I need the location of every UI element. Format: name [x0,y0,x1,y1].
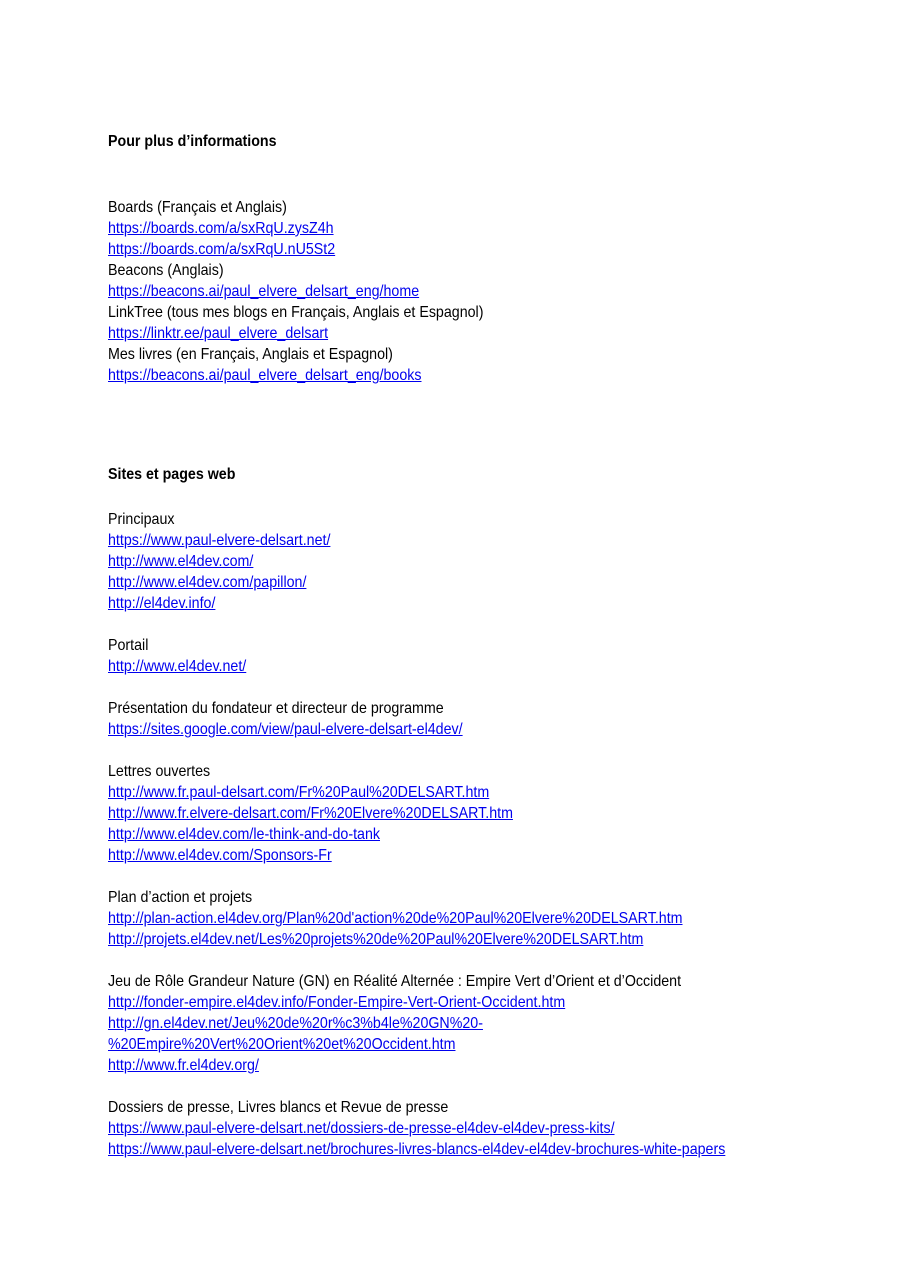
hyperlink[interactable]: https://linktr.ee/paul_elvere_delsart [108,325,329,342]
hyperlink[interactable]: https://sites.google.com/view/paul-elvere-delsart-el4dev/ [108,721,463,738]
text-line: LinkTree (tous mes blogs en Français, Anglais et Espagnol) [108,304,484,321]
text-line: Portail [108,637,149,654]
hyperlink[interactable]: %20Empire%20Vert%20Orient%20et%20Occident.htm [108,1036,456,1053]
hyperlink[interactable]: http://www.fr.el4dev.org/ [108,1057,259,1074]
hyperlink[interactable]: http://www.fr.paul-delsart.com/Fr%20Paul%20DELSART.htm [108,784,490,801]
section-heading: Sites et pages web [108,466,236,483]
hyperlink[interactable]: http://www.el4dev.net/ [108,658,247,675]
text-line: Plan d’action et projets [108,889,253,906]
text-line: Beacons (Anglais) [108,262,224,279]
hyperlink[interactable]: http://el4dev.info/ [108,595,216,612]
hyperlink[interactable]: https://beacons.ai/paul_elvere_delsart_eng/home [108,283,420,300]
hyperlink[interactable]: http://www.el4dev.com/le-think-and-do-tank [108,826,381,843]
hyperlink[interactable]: http://fonder-empire.el4dev.info/Fonder-Empire-Vert-Orient-Occident.htm [108,994,566,1011]
text-line: Présentation du fondateur et directeur de programme [108,700,444,717]
hyperlink[interactable]: http://projets.el4dev.net/Les%20projets%20de%20Paul%20Elvere%20DELSART.htm [108,931,644,948]
hyperlink[interactable]: http://www.el4dev.com/papillon/ [108,574,307,591]
hyperlink[interactable]: http://plan-action.el4dev.org/Plan%20d'action%20de%20Paul%20Elvere%20DELSART.htm [108,910,683,927]
text-line: Boards (Français et Anglais) [108,199,287,216]
hyperlink[interactable]: http://www.el4dev.com/ [108,553,254,570]
hyperlink[interactable]: http://www.fr.elvere-delsart.com/Fr%20Elvere%20DELSART.htm [108,805,513,822]
text-line: Principaux [108,511,175,528]
hyperlink[interactable]: https://boards.com/a/sxRqU.zysZ4h [108,220,334,237]
text-line: Dossiers de presse, Livres blancs et Revue de presse [108,1099,449,1116]
text-line: Jeu de Rôle Grandeur Nature (GN) en Réalité Alternée : Empire Vert d’Orient et d’Occident [108,973,682,990]
hyperlink[interactable]: https://www.paul-elvere-delsart.net/dossiers-de-presse-el4dev-el4dev-press-kits/ [108,1120,615,1137]
section-heading: Pour plus d’informations [108,133,277,150]
text-line: Mes livres (en Français, Anglais et Espagnol) [108,346,393,363]
text-line: Lettres ouvertes [108,763,211,780]
hyperlink[interactable]: https://beacons.ai/paul_elvere_delsart_eng/books [108,367,422,384]
hyperlink[interactable]: https://boards.com/a/sxRqU.nU5St2 [108,241,336,258]
hyperlink[interactable]: https://www.paul-elvere-delsart.net/ [108,532,331,549]
hyperlink[interactable]: https://www.paul-elvere-delsart.net/brochures-livres-blancs-el4dev-el4dev-brochures-white-papers [108,1141,726,1158]
hyperlink[interactable]: http://gn.el4dev.net/Jeu%20de%20r%c3%b4le%20GN%20- [108,1015,483,1032]
hyperlink[interactable]: http://www.el4dev.com/Sponsors-Fr [108,847,332,864]
